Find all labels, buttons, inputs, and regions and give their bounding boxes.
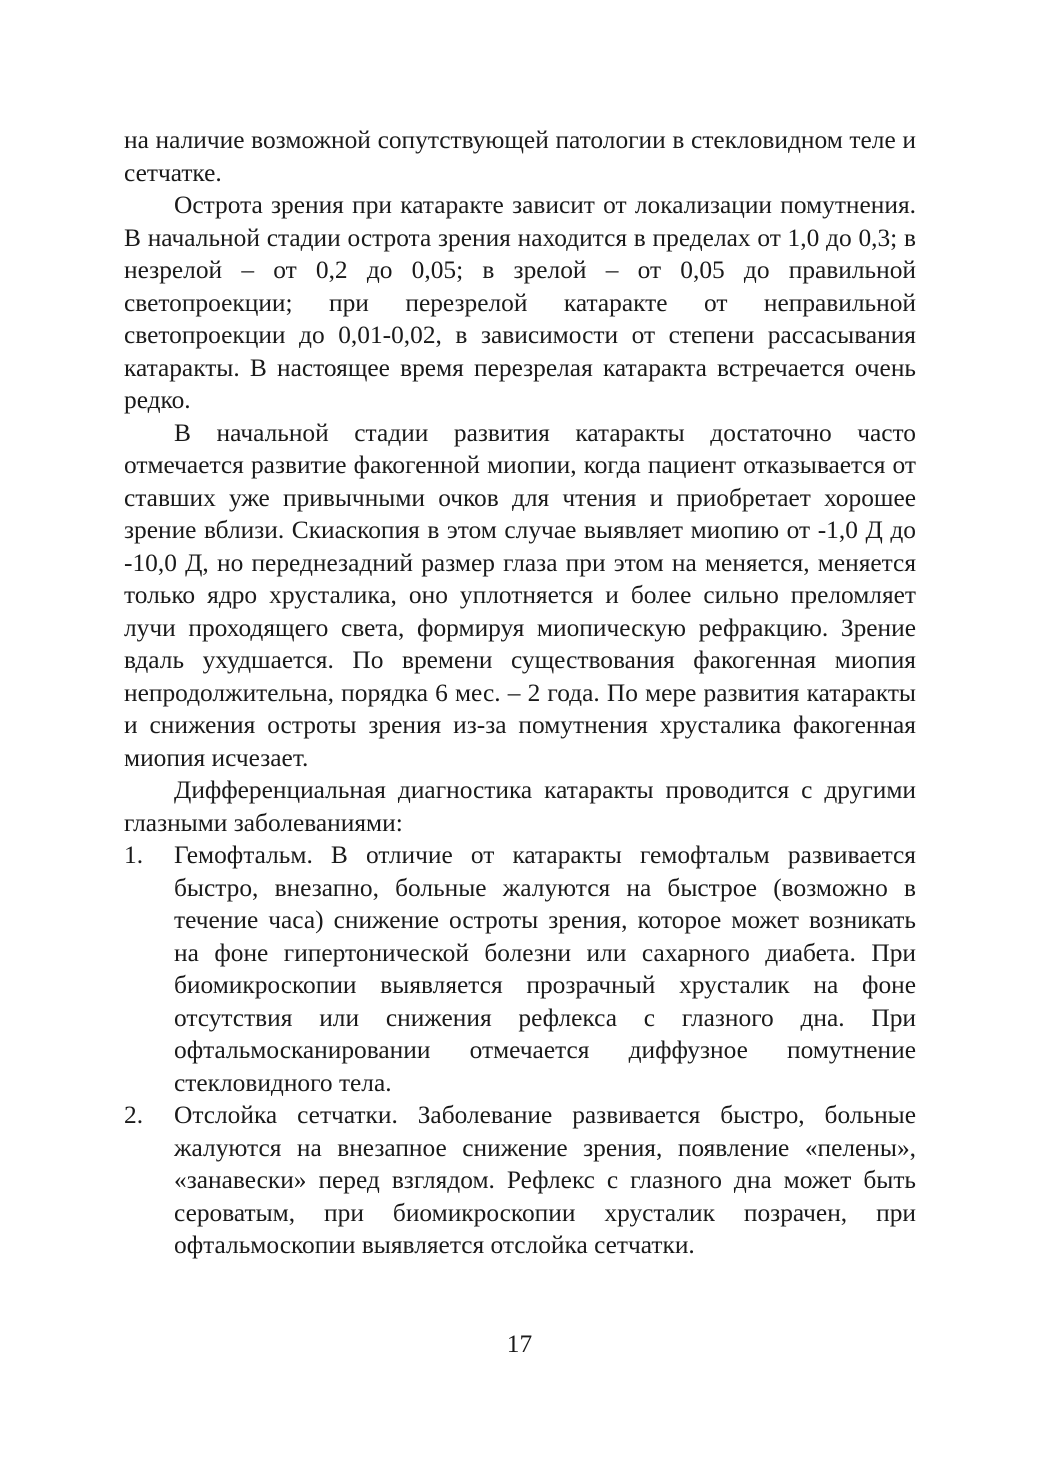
list-item-text: Гемофтальм. В отличие от катаракты гемофтальм развивается быстро, внезапно, больные жалуются на быстрое (возможно в течение часа) снижение остроты зрения, которое может возникать на фоне гипертонической болезни или сахарного диабета. При биомикроскопии выявляется прозрачный хрусталик на фоне отсутствия или снижения рефлекса с глазного дна. При офтальмосканировании отмечается диффузное помутнение стекловидного тела. [174,841,916,1097]
paragraph-phacogenic-myopia: В начальной стадии развития катаракты достаточно часто отмечается развитие факогенной миопии, когда пациент отказывается от ставших уже привычными очков для чтения и приобретает хорошее зрение вблизи. Скиаскопия в этом случае выявляет миопию от -1,0 Д до -10,0 Д, но переднезадний размер глаза при этом на меняется, меняется только ядро хрусталика, оно уплотняется и более сильно преломляет лучи проходящего света, формируя миопическую рефракцию. Зрение вдаль ухудшается. По времени существования факогенная миопия непродолжительна, порядка 6 мес. – 2 года. По мере развития катаракты и снижения остроты зрения из-за помутнения хрусталика факогенная миопия исчезает. [124,418,916,772]
paragraph-differential-diagnosis: Дифференциальная диагностика катаракты проводится с другими глазными заболеваниями: [124,776,916,837]
list-item [124,839,916,1099]
list-item-number: 2. [124,1101,144,1129]
list-item-text: Отслойка сетчатки. Заболевание развивается быстро, больные жалуются на внезапное снижение зрения, появление «пелены», «занавески» перед взглядом. Рефлекс с глазного дна может быть сероватым, при биомикроскопии хрусталик позрачен, при офтальмоскопии выявляется отслойка сетчатки. [174,1101,916,1259]
page-body [124,124,916,1262]
list-item [124,1099,916,1262]
list-item-number: 1. [124,841,144,869]
diagnosis-list [124,839,916,1262]
paragraph-continuation: на наличие возможной сопутствующей патологии в стекловидном теле и сетчатке. [124,126,916,187]
paragraph-visual-acuity: Острота зрения при катаракте зависит от локализации помутнения. В начальной стадии острота зрения находится в пределах от 1,0 до 0,3; в незрелой – от 0,2 до 0,05; в зрелой – от 0,05 до правильной светопроекции; при перезрелой катаракте от неправильной светопроекции до 0,01-0,02, в зависимости от степени рассасывания катаракты. В настоящее время перезрелая катаракта встречается очень редко. [124,191,916,414]
page-number: 17 [506,1330,533,1358]
